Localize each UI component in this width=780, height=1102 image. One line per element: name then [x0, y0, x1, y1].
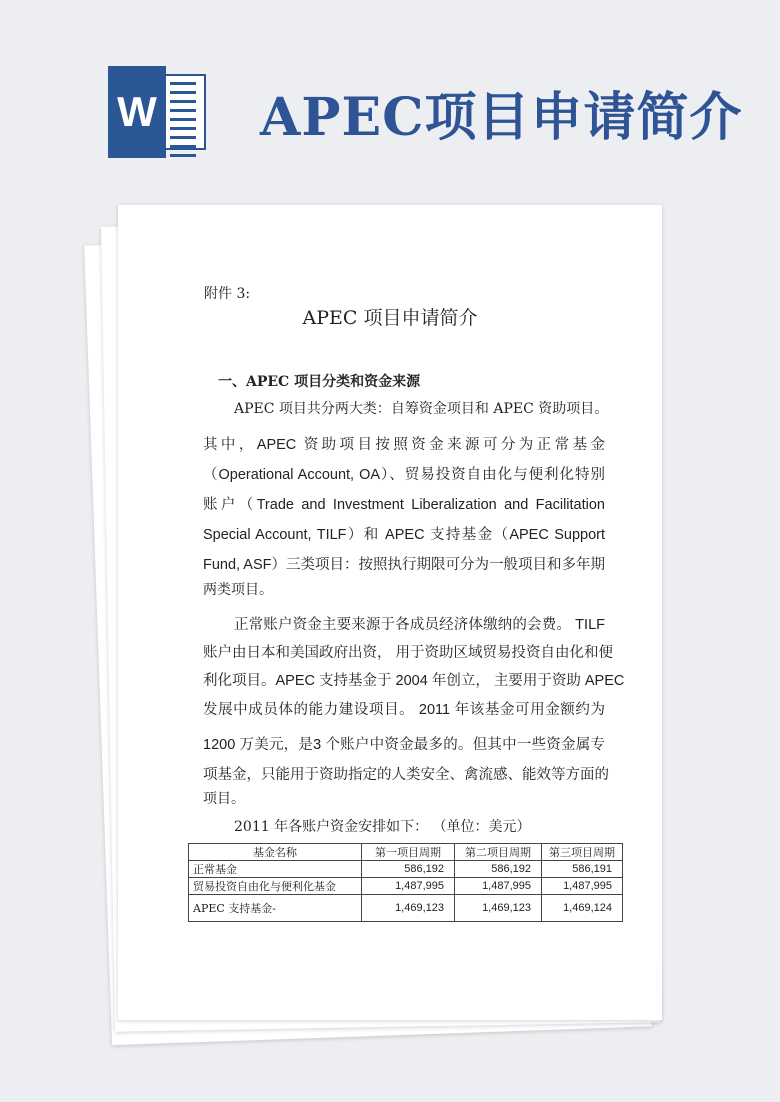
cell: 586,192: [455, 861, 542, 878]
p3-line: 1200 万美元，是3 个账户中资金最多的。但其中一些资金属专: [203, 737, 605, 753]
document-title: APEC 项目申请简介: [302, 307, 478, 329]
p2-line: 其中，APEC 资助项目按照资金来源可分为正常基金: [203, 437, 605, 453]
p2-line: 两类项目。: [203, 582, 273, 598]
p2-line: Special Account, TILF）和 APEC 支持基金（APEC Support: [203, 527, 605, 543]
fund-name: APEC 支持基金-: [189, 895, 362, 922]
column-header: 基金名称: [189, 844, 362, 861]
cell: 1,469,124: [542, 895, 623, 922]
cell: 1,469,123: [362, 895, 455, 922]
p3-line: 项目。: [203, 791, 245, 807]
p2-line: Fund, ASF）三类项目：按照执行期限可分为一般项目和多年期: [203, 557, 606, 573]
cell: 1,487,995: [542, 878, 623, 895]
table-row: [189, 878, 623, 895]
paragraph-1: APEC 项目共分两大类：自筹资金项目和 APEC 资助项目。: [234, 401, 609, 417]
p3-line: 利化项目。APEC 支持基金于 2004 年创立， 主要用于资助 APEC: [203, 673, 625, 689]
p2-line: 账户（Trade and Investment Liberalization and Facilitation: [203, 497, 605, 513]
table-caption: 2011 年各账户资金安排如下： （单位：美元）: [234, 819, 531, 835]
column-header: 第一项目周期: [362, 844, 455, 861]
table-header-row: [189, 844, 623, 861]
attachment-label: 附件 3:: [204, 286, 251, 302]
cell: 1,487,995: [455, 878, 542, 895]
fund-name: 正常基金: [189, 861, 362, 878]
p3-line: 发展中成员体的能力建设项目。 2011 年该基金可用金额约为: [203, 702, 605, 718]
table-row: [189, 861, 623, 878]
section-heading: 一、APEC 项目分类和资金来源: [218, 374, 421, 390]
fund-table: [188, 843, 623, 922]
p3-line: 账户由日本和美国政府出资， 用于资助区域贸易投资自由化和便: [203, 645, 614, 661]
fund-name: 贸易投资自由化与便利化基金: [189, 878, 362, 895]
column-header: 第二项目周期: [455, 844, 542, 861]
cell: 1,469,123: [455, 895, 542, 922]
word-icon: W: [108, 66, 208, 158]
cell: 586,191: [542, 861, 623, 878]
cell: 1,487,995: [362, 878, 455, 895]
table-row: [189, 895, 623, 922]
banner-title: APEC项目申请简介: [260, 86, 743, 148]
banner: [108, 66, 742, 158]
p2-line: （Operational Account, OA）、贸易投资自由化与便利化特别: [203, 467, 605, 483]
cell: 586,192: [362, 861, 455, 878]
p3-line: 项基金，只能用于资助指定的人类安全、禽流感、能效等方面的: [203, 767, 609, 783]
column-header: 第三项目周期: [542, 844, 623, 861]
p3-line: 正常账户资金主要来源于各成员经济体缴纳的会费。 TILF: [234, 617, 605, 633]
